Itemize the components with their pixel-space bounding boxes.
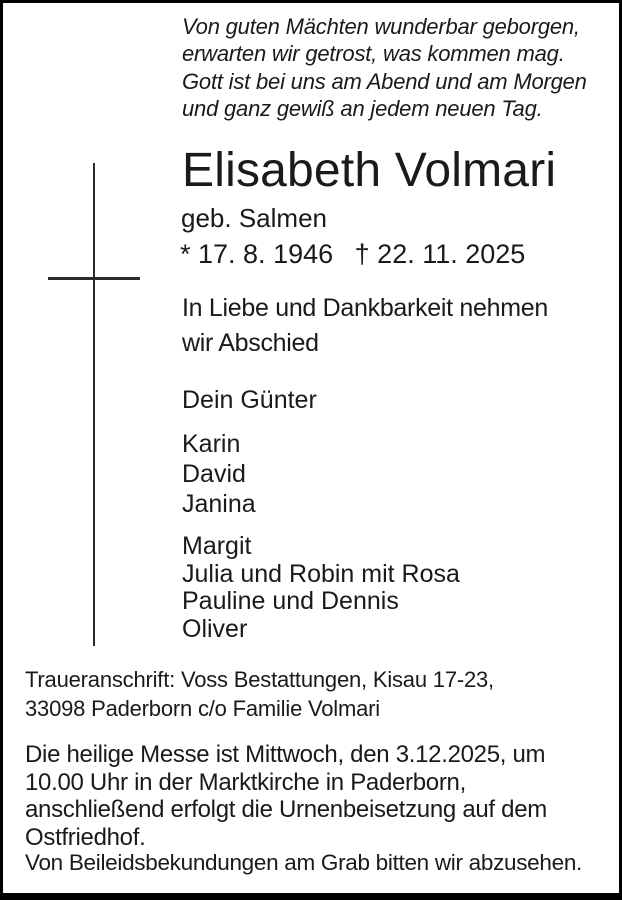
service-line: Die heilige Messe ist Mittwoch, den 3.12.2025, um (25, 741, 546, 768)
verse-line: und ganz gewiß an jedem neuen Tag. (182, 96, 543, 122)
service-info (25, 741, 547, 851)
mourner-name: Julia und Robin mit Rosa (182, 559, 460, 588)
mourner-name: Janina (182, 490, 256, 518)
verse-line: Gott ist bei uns am Abend und am Morgen (182, 68, 587, 94)
verse-line: erwarten wir getrost, was kommen mag. (182, 41, 565, 67)
address-line: Traueranschrift: Voss Bestattungen, Kisau 17-23, (25, 667, 494, 692)
mourners-group-2 (182, 533, 460, 643)
death-date: † 22. 11. 2025 (354, 239, 526, 269)
birth-date: * 17. 8. 1946 (180, 239, 334, 269)
farewell-line: In Liebe und Dankbarkeit nehmen (182, 294, 548, 322)
memorial-cross-horizontal-bar (48, 277, 140, 280)
opening-verse (182, 13, 587, 123)
life-dates (180, 239, 525, 270)
memorial-cross-vertical-bar (93, 163, 95, 646)
maiden-name: geb. Salmen (181, 203, 327, 233)
deceased-name: Elisabeth Volmari (182, 144, 557, 197)
farewell-text (182, 291, 548, 361)
mourner-name: Karin (182, 430, 241, 458)
service-line: anschließend erfolgt die Urnenbeisetzung auf dem (25, 796, 547, 823)
mourner-name: Margit (182, 532, 252, 560)
condolence-address (25, 666, 494, 723)
mourner-name: Oliver (182, 614, 248, 643)
mourners-group-1 (182, 429, 256, 519)
mourner-name: David (182, 460, 246, 488)
condolence-note: Von Beileidsbekundungen am Grab bitten wir abzusehen. (25, 850, 582, 875)
verse-line: Von guten Mächten wunderbar geborgen, (182, 14, 580, 39)
service-line: 10.00 Uhr in der Marktkirche in Paderborn, (25, 768, 466, 796)
mourner-name: Pauline und Dennis (182, 587, 399, 615)
farewell-line: wir Abschied (182, 329, 319, 357)
address-line: 33098 Paderborn c/o Familie Volmari (25, 695, 380, 721)
service-line: Ostfriedhof. (25, 823, 146, 851)
mourner-spouse: Dein Günter (182, 386, 317, 414)
